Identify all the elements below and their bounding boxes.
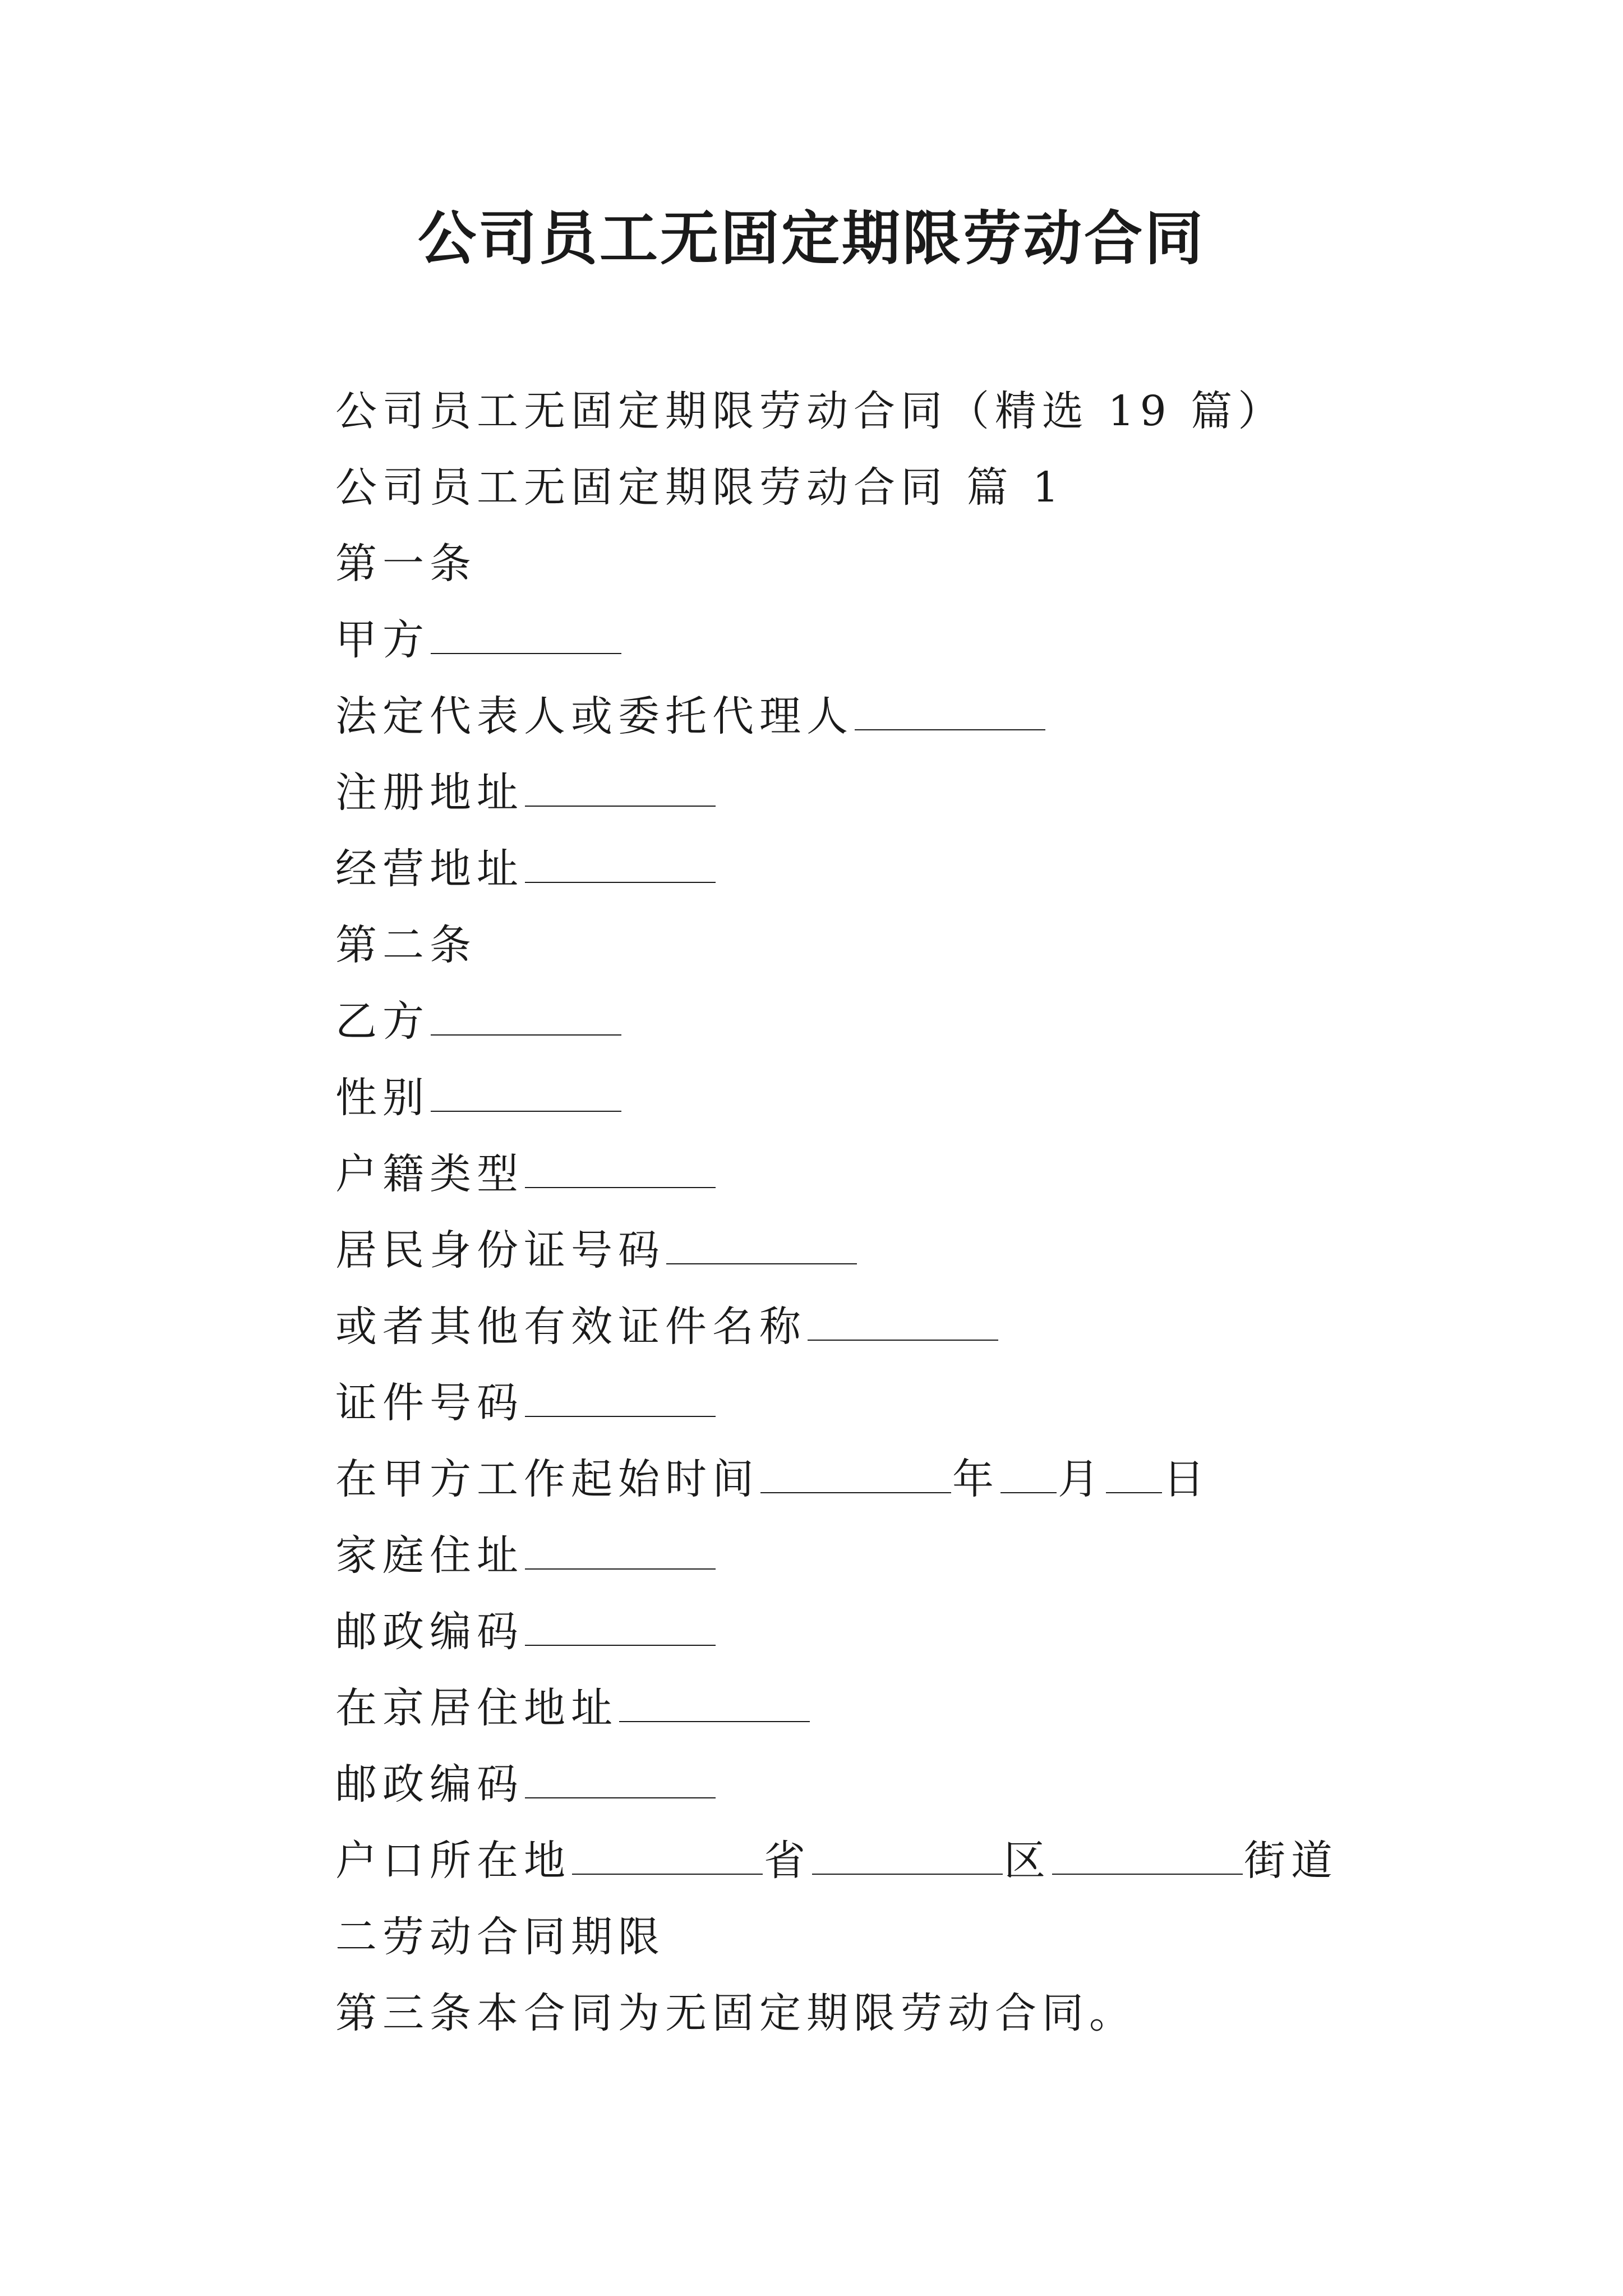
field-label: 在京居住地址: [335, 1684, 618, 1732]
province-label: 省: [764, 1837, 811, 1885]
form-line: [335, 1146, 1513, 1222]
form-line: [335, 1299, 1513, 1375]
blank-field: [525, 1644, 716, 1646]
blank-field: [525, 1415, 716, 1417]
text-line: [335, 917, 1513, 993]
blank-field: [808, 1339, 998, 1341]
form-line: [335, 1604, 1513, 1680]
form-line: [335, 1756, 1513, 1833]
blank-field: [666, 1263, 857, 1264]
blank-field: [525, 805, 716, 807]
field-label: 邮政编码: [335, 1608, 524, 1656]
article-heading: 第二条: [335, 921, 477, 969]
form-line: [335, 612, 1513, 688]
field-label: 或者其他有效证件名称: [335, 1303, 806, 1351]
field-label: 注册地址: [335, 769, 524, 817]
street-label: 街道: [1244, 1837, 1338, 1885]
form-line: [335, 1451, 1513, 1527]
field-label: 家庭住址: [335, 1531, 524, 1580]
field-label: 经营地址: [335, 845, 524, 893]
field-label: 在甲方工作起始时间: [335, 1455, 759, 1503]
field-label: 户口所在地: [335, 1837, 571, 1885]
field-label: 法定代表人或委托代理人: [335, 692, 854, 740]
text-line: [335, 536, 1513, 612]
form-line: [335, 1222, 1513, 1299]
paragraph: 第三条本合同为无固定期限劳动合同。: [335, 1989, 1136, 2037]
district-label: 区: [1004, 1837, 1051, 1885]
blank-field: [812, 1873, 1003, 1875]
text-line: [335, 1985, 1513, 2062]
form-line: [335, 993, 1513, 1070]
section-heading: 二劳动合同期限: [335, 1913, 665, 1961]
blank-field: [1052, 1873, 1243, 1875]
blank-field: [525, 881, 716, 883]
year-label: 年: [952, 1455, 999, 1503]
field-label: 户籍类型: [335, 1150, 524, 1198]
field-label: 邮政编码: [335, 1760, 524, 1809]
day-label: 日: [1163, 1455, 1210, 1503]
field-label: 证件号码: [335, 1379, 524, 1427]
blank-field: [525, 1186, 716, 1188]
form-line: [335, 1527, 1513, 1604]
blank-field: [855, 729, 1045, 730]
blank-field: [1000, 1492, 1057, 1493]
document-body: [335, 383, 1513, 2062]
section-heading: 公司员工无固定期限劳动合同 篇 1: [335, 463, 1065, 512]
field-label: 甲方: [335, 616, 430, 664]
form-line: [335, 841, 1513, 917]
blank-field: [619, 1720, 810, 1722]
subtitle: 公司员工无固定期限劳动合同（精选 19 篇）: [335, 387, 1285, 435]
form-line: [335, 1375, 1513, 1451]
form-line: [335, 1680, 1513, 1756]
text-line: [335, 1909, 1513, 1985]
blank-field: [760, 1492, 951, 1493]
form-line: [335, 765, 1513, 841]
month-label: 月: [1058, 1455, 1105, 1503]
blank-field: [431, 1034, 621, 1036]
field-label: 性别: [335, 1074, 430, 1122]
form-line: [335, 1070, 1513, 1146]
form-line: [335, 1833, 1513, 1909]
text-line: [335, 383, 1513, 459]
blank-field: [431, 1110, 621, 1112]
blank-field: [525, 1568, 716, 1570]
article-heading: 第一条: [335, 540, 477, 588]
field-label: 乙方: [335, 997, 430, 1046]
form-line: [335, 688, 1513, 765]
blank-field: [572, 1873, 763, 1875]
blank-field: [431, 652, 621, 654]
text-line: [335, 459, 1513, 536]
document-title: 公司员工无固定期限劳动合同: [417, 204, 1205, 273]
field-label: 居民身份证号码: [335, 1226, 665, 1274]
blank-field: [1106, 1492, 1162, 1493]
blank-field: [525, 1797, 716, 1798]
